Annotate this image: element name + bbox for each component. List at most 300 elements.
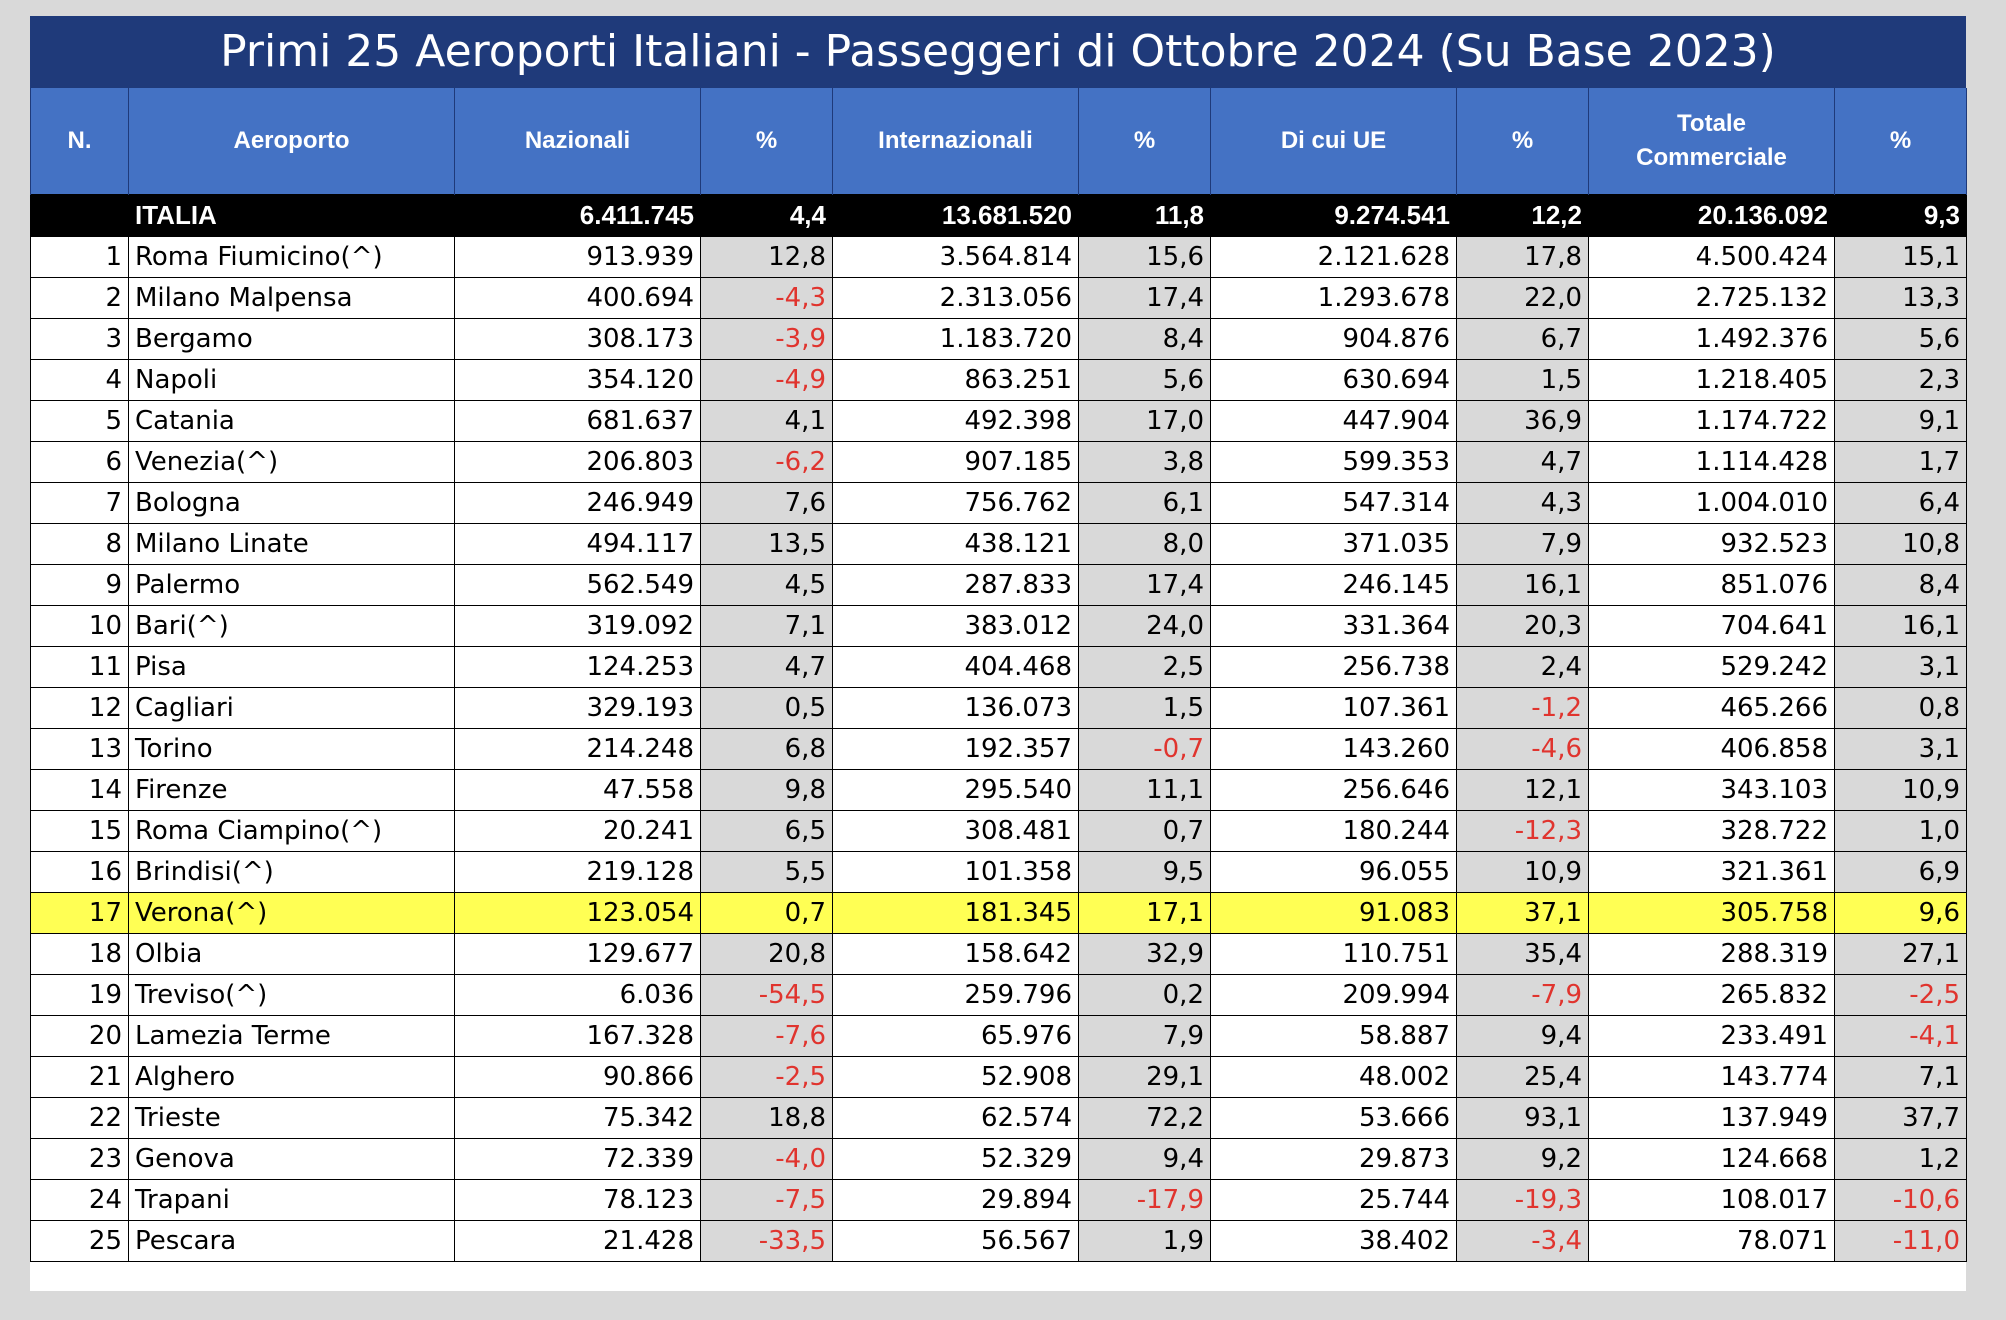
cell-airport-name: Venezia(^) xyxy=(129,442,455,483)
cell-pct-nazionali: 13,5 xyxy=(701,524,833,565)
cell-airport-name: Trapani xyxy=(129,1180,455,1221)
cell-airport-name: Trieste xyxy=(129,1098,455,1139)
cell-airport-name: Firenze xyxy=(129,770,455,811)
cell-internazionali: 136.073 xyxy=(833,688,1079,729)
cell-ue: 107.361 xyxy=(1211,688,1457,729)
cell-nazionali: 78.123 xyxy=(455,1180,701,1221)
table-row xyxy=(31,975,1967,1016)
header-totale-commerciale xyxy=(1589,88,1835,195)
header-totale-line1: Totale xyxy=(1677,110,1746,137)
cell-totale: 2.725.132 xyxy=(1589,278,1835,319)
cell-pct-nazionali: 0,7 xyxy=(701,893,833,934)
cell-internazionali: 756.762 xyxy=(833,483,1079,524)
cell-pct-totale: -11,0 xyxy=(1835,1221,1967,1262)
cell-internazionali: 181.345 xyxy=(833,893,1079,934)
header-n: N. xyxy=(31,88,129,195)
cell-pct-ue: -19,3 xyxy=(1457,1180,1589,1221)
cell-airport-name: Genova xyxy=(129,1139,455,1180)
table-row xyxy=(31,1057,1967,1098)
cell-internazionali: 383.012 xyxy=(833,606,1079,647)
cell-internazionali: 308.481 xyxy=(833,811,1079,852)
header-pct-totale: % xyxy=(1835,88,1967,195)
cell-pct-ue: 10,9 xyxy=(1457,852,1589,893)
table-row xyxy=(31,442,1967,483)
cell-pct-internazionali: 0,2 xyxy=(1079,975,1211,1016)
cell-nazionali: 21.428 xyxy=(455,1221,701,1262)
total-n xyxy=(31,195,129,237)
cell-nazionali: 90.866 xyxy=(455,1057,701,1098)
cell-totale: 465.266 xyxy=(1589,688,1835,729)
cell-nazionali: 246.949 xyxy=(455,483,701,524)
table-row xyxy=(31,237,1967,278)
cell-pct-totale: 6,9 xyxy=(1835,852,1967,893)
cell-internazionali: 295.540 xyxy=(833,770,1079,811)
cell-pct-totale: 10,9 xyxy=(1835,770,1967,811)
cell-airport-name: Palermo xyxy=(129,565,455,606)
cell-totale: 78.071 xyxy=(1589,1221,1835,1262)
cell-pct-internazionali: 6,1 xyxy=(1079,483,1211,524)
cell-ue: 256.738 xyxy=(1211,647,1457,688)
header-aeroporto: Aeroporto xyxy=(129,88,455,195)
cell-airport-name: Alghero xyxy=(129,1057,455,1098)
cell-pct-ue: -1,2 xyxy=(1457,688,1589,729)
cell-ue: 58.887 xyxy=(1211,1016,1457,1057)
cell-pct-internazionali: 1,9 xyxy=(1079,1221,1211,1262)
cell-pct-ue: 6,7 xyxy=(1457,319,1589,360)
cell-pct-internazionali: 11,1 xyxy=(1079,770,1211,811)
cell-pct-nazionali: 0,5 xyxy=(701,688,833,729)
cell-pct-internazionali: 29,1 xyxy=(1079,1057,1211,1098)
cell-pct-totale: 13,3 xyxy=(1835,278,1967,319)
total-pct-nazionali: 4,4 xyxy=(701,195,833,237)
cell-pct-nazionali: -7,6 xyxy=(701,1016,833,1057)
cell-internazionali: 287.833 xyxy=(833,565,1079,606)
cell-pct-internazionali: 2,5 xyxy=(1079,647,1211,688)
table-row xyxy=(31,278,1967,319)
cell-rank: 24 xyxy=(31,1180,129,1221)
cell-ue: 904.876 xyxy=(1211,319,1457,360)
cell-rank: 20 xyxy=(31,1016,129,1057)
cell-pct-ue: 2,4 xyxy=(1457,647,1589,688)
cell-ue: 91.083 xyxy=(1211,893,1457,934)
cell-pct-ue: 9,2 xyxy=(1457,1139,1589,1180)
cell-pct-ue: 16,1 xyxy=(1457,565,1589,606)
cell-pct-totale: 8,4 xyxy=(1835,565,1967,606)
table-row xyxy=(31,893,1967,934)
cell-airport-name: Lamezia Terme xyxy=(129,1016,455,1057)
cell-airport-name: Verona(^) xyxy=(129,893,455,934)
table-row xyxy=(31,811,1967,852)
cell-pct-ue: 1,5 xyxy=(1457,360,1589,401)
cell-airport-name: Roma Ciampino(^) xyxy=(129,811,455,852)
cell-pct-internazionali: 17,4 xyxy=(1079,565,1211,606)
cell-pct-nazionali: 9,8 xyxy=(701,770,833,811)
cell-pct-internazionali: -17,9 xyxy=(1079,1180,1211,1221)
cell-totale: 529.242 xyxy=(1589,647,1835,688)
cell-pct-ue: -4,6 xyxy=(1457,729,1589,770)
cell-internazionali: 52.908 xyxy=(833,1057,1079,1098)
cell-ue: 630.694 xyxy=(1211,360,1457,401)
cell-totale: 406.858 xyxy=(1589,729,1835,770)
total-pct-ue: 12,2 xyxy=(1457,195,1589,237)
cell-ue: 25.744 xyxy=(1211,1180,1457,1221)
cell-pct-ue: 7,9 xyxy=(1457,524,1589,565)
cell-airport-name: Treviso(^) xyxy=(129,975,455,1016)
cell-pct-totale: 1,0 xyxy=(1835,811,1967,852)
header-internazionali: Internazionali xyxy=(833,88,1079,195)
cell-airport-name: Brindisi(^) xyxy=(129,852,455,893)
cell-rank: 14 xyxy=(31,770,129,811)
cell-pct-internazionali: 0,7 xyxy=(1079,811,1211,852)
cell-pct-ue: 35,4 xyxy=(1457,934,1589,975)
cell-internazionali: 65.976 xyxy=(833,1016,1079,1057)
cell-pct-internazionali: 8,0 xyxy=(1079,524,1211,565)
header-pct-nazionali: % xyxy=(701,88,833,195)
cell-pct-nazionali: -4,3 xyxy=(701,278,833,319)
cell-pct-nazionali: 18,8 xyxy=(701,1098,833,1139)
cell-ue: 447.904 xyxy=(1211,401,1457,442)
cell-airport-name: Catania xyxy=(129,401,455,442)
cell-totale: 137.949 xyxy=(1589,1098,1835,1139)
header-pct-ue: % xyxy=(1457,88,1589,195)
cell-pct-internazionali: 3,8 xyxy=(1079,442,1211,483)
cell-pct-nazionali: 4,1 xyxy=(701,401,833,442)
cell-pct-totale: 6,4 xyxy=(1835,483,1967,524)
cell-totale: 1.218.405 xyxy=(1589,360,1835,401)
cell-nazionali: 6.036 xyxy=(455,975,701,1016)
cell-airport-name: Napoli xyxy=(129,360,455,401)
cell-totale: 851.076 xyxy=(1589,565,1835,606)
cell-internazionali: 3.564.814 xyxy=(833,237,1079,278)
cell-ue: 599.353 xyxy=(1211,442,1457,483)
cell-pct-ue: -3,4 xyxy=(1457,1221,1589,1262)
cell-totale: 343.103 xyxy=(1589,770,1835,811)
table-row xyxy=(31,729,1967,770)
total-nazionali: 6.411.745 xyxy=(455,195,701,237)
cell-airport-name: Bergamo xyxy=(129,319,455,360)
cell-rank: 18 xyxy=(31,934,129,975)
cell-pct-ue: 12,1 xyxy=(1457,770,1589,811)
cell-ue: 2.121.628 xyxy=(1211,237,1457,278)
cell-nazionali: 167.328 xyxy=(455,1016,701,1057)
cell-pct-nazionali: 4,5 xyxy=(701,565,833,606)
cell-nazionali: 214.248 xyxy=(455,729,701,770)
cell-nazionali: 219.128 xyxy=(455,852,701,893)
cell-pct-nazionali: -4,9 xyxy=(701,360,833,401)
cell-totale: 328.722 xyxy=(1589,811,1835,852)
cell-ue: 110.751 xyxy=(1211,934,1457,975)
cell-pct-nazionali: -7,5 xyxy=(701,1180,833,1221)
table-row xyxy=(31,647,1967,688)
cell-pct-internazionali: 7,9 xyxy=(1079,1016,1211,1057)
cell-totale: 288.319 xyxy=(1589,934,1835,975)
cell-pct-nazionali: 7,6 xyxy=(701,483,833,524)
header-totale-line2: Commerciale xyxy=(1636,144,1787,171)
cell-pct-totale: 37,7 xyxy=(1835,1098,1967,1139)
cell-pct-internazionali: 24,0 xyxy=(1079,606,1211,647)
cell-totale: 4.500.424 xyxy=(1589,237,1835,278)
cell-totale: 233.491 xyxy=(1589,1016,1835,1057)
cell-pct-totale: 1,7 xyxy=(1835,442,1967,483)
cell-internazionali: 192.357 xyxy=(833,729,1079,770)
table-row xyxy=(31,1180,1967,1221)
cell-nazionali: 75.342 xyxy=(455,1098,701,1139)
table-row xyxy=(31,360,1967,401)
cell-internazionali: 158.642 xyxy=(833,934,1079,975)
cell-pct-internazionali: 5,6 xyxy=(1079,360,1211,401)
cell-ue: 1.293.678 xyxy=(1211,278,1457,319)
cell-pct-totale: 16,1 xyxy=(1835,606,1967,647)
report-sheet xyxy=(30,16,1966,1291)
table-row xyxy=(31,483,1967,524)
cell-rank: 17 xyxy=(31,893,129,934)
cell-totale: 265.832 xyxy=(1589,975,1835,1016)
table-row xyxy=(31,524,1967,565)
cell-nazionali: 308.173 xyxy=(455,319,701,360)
cell-airport-name: Torino xyxy=(129,729,455,770)
cell-totale: 1.174.722 xyxy=(1589,401,1835,442)
total-internazionali: 13.681.520 xyxy=(833,195,1079,237)
cell-internazionali: 404.468 xyxy=(833,647,1079,688)
cell-pct-totale: 3,1 xyxy=(1835,729,1967,770)
cell-rank: 25 xyxy=(31,1221,129,1262)
cell-pct-ue: -12,3 xyxy=(1457,811,1589,852)
cell-rank: 3 xyxy=(31,319,129,360)
cell-internazionali: 1.183.720 xyxy=(833,319,1079,360)
cell-pct-internazionali: 9,5 xyxy=(1079,852,1211,893)
cell-rank: 15 xyxy=(31,811,129,852)
table-row xyxy=(31,606,1967,647)
cell-internazionali: 101.358 xyxy=(833,852,1079,893)
cell-ue: 209.994 xyxy=(1211,975,1457,1016)
table-row xyxy=(31,770,1967,811)
cell-pct-internazionali: 17,4 xyxy=(1079,278,1211,319)
cell-pct-totale: -10,6 xyxy=(1835,1180,1967,1221)
cell-ue: 331.364 xyxy=(1211,606,1457,647)
cell-pct-ue: 37,1 xyxy=(1457,893,1589,934)
cell-airport-name: Pescara xyxy=(129,1221,455,1262)
cell-rank: 12 xyxy=(31,688,129,729)
cell-ue: 53.666 xyxy=(1211,1098,1457,1139)
table-row xyxy=(31,1139,1967,1180)
cell-pct-internazionali: 15,6 xyxy=(1079,237,1211,278)
cell-airport-name: Milano Linate xyxy=(129,524,455,565)
cell-nazionali: 329.193 xyxy=(455,688,701,729)
cell-internazionali: 29.894 xyxy=(833,1180,1079,1221)
table-body xyxy=(31,195,1967,1262)
cell-pct-totale: 9,1 xyxy=(1835,401,1967,442)
cell-pct-ue: 20,3 xyxy=(1457,606,1589,647)
cell-pct-ue: 4,3 xyxy=(1457,483,1589,524)
cell-pct-totale: 15,1 xyxy=(1835,237,1967,278)
table-row xyxy=(31,565,1967,606)
cell-pct-nazionali: 20,8 xyxy=(701,934,833,975)
cell-rank: 4 xyxy=(31,360,129,401)
cell-nazionali: 681.637 xyxy=(455,401,701,442)
cell-rank: 7 xyxy=(31,483,129,524)
cell-nazionali: 494.117 xyxy=(455,524,701,565)
cell-pct-nazionali: 5,5 xyxy=(701,852,833,893)
table-row xyxy=(31,688,1967,729)
cell-pct-ue: 36,9 xyxy=(1457,401,1589,442)
table-row xyxy=(31,1221,1967,1262)
cell-ue: 246.145 xyxy=(1211,565,1457,606)
cell-internazionali: 492.398 xyxy=(833,401,1079,442)
cell-pct-totale: 1,2 xyxy=(1835,1139,1967,1180)
cell-airport-name: Olbia xyxy=(129,934,455,975)
cell-pct-totale: -2,5 xyxy=(1835,975,1967,1016)
table-row xyxy=(31,934,1967,975)
cell-pct-internazionali: 72,2 xyxy=(1079,1098,1211,1139)
cell-totale: 143.774 xyxy=(1589,1057,1835,1098)
total-row xyxy=(31,195,1967,237)
cell-internazionali: 907.185 xyxy=(833,442,1079,483)
cell-nazionali: 400.694 xyxy=(455,278,701,319)
cell-pct-totale: 0,8 xyxy=(1835,688,1967,729)
cell-pct-nazionali: -3,9 xyxy=(701,319,833,360)
cell-rank: 8 xyxy=(31,524,129,565)
cell-internazionali: 438.121 xyxy=(833,524,1079,565)
cell-pct-totale: 9,6 xyxy=(1835,893,1967,934)
cell-rank: 19 xyxy=(31,975,129,1016)
cell-pct-ue: 22,0 xyxy=(1457,278,1589,319)
header-di-cui-ue: Di cui UE xyxy=(1211,88,1457,195)
cell-airport-name: Roma Fiumicino(^) xyxy=(129,237,455,278)
total-pct-internazionali: 11,8 xyxy=(1079,195,1211,237)
total-totale: 20.136.092 xyxy=(1589,195,1835,237)
cell-rank: 10 xyxy=(31,606,129,647)
cell-nazionali: 354.120 xyxy=(455,360,701,401)
cell-pct-ue: 25,4 xyxy=(1457,1057,1589,1098)
cell-pct-nazionali: 4,7 xyxy=(701,647,833,688)
cell-pct-nazionali: -33,5 xyxy=(701,1221,833,1262)
cell-pct-nazionali: 12,8 xyxy=(701,237,833,278)
cell-rank: 23 xyxy=(31,1139,129,1180)
table-row xyxy=(31,1098,1967,1139)
cell-pct-internazionali: 9,4 xyxy=(1079,1139,1211,1180)
cell-ue: 143.260 xyxy=(1211,729,1457,770)
cell-pct-internazionali: 8,4 xyxy=(1079,319,1211,360)
cell-rank: 21 xyxy=(31,1057,129,1098)
cell-totale: 321.361 xyxy=(1589,852,1835,893)
cell-ue: 371.035 xyxy=(1211,524,1457,565)
cell-nazionali: 129.677 xyxy=(455,934,701,975)
cell-pct-ue: 93,1 xyxy=(1457,1098,1589,1139)
cell-totale: 1.492.376 xyxy=(1589,319,1835,360)
cell-totale: 124.668 xyxy=(1589,1139,1835,1180)
cell-airport-name: Milano Malpensa xyxy=(129,278,455,319)
cell-ue: 38.402 xyxy=(1211,1221,1457,1262)
cell-rank: 6 xyxy=(31,442,129,483)
cell-nazionali: 47.558 xyxy=(455,770,701,811)
report-title: Primi 25 Aeroporti Italiani - Passeggeri di Ottobre 2024 (Su Base 2023) xyxy=(30,16,1966,88)
header-nazionali: Nazionali xyxy=(455,88,701,195)
cell-totale: 1.004.010 xyxy=(1589,483,1835,524)
cell-pct-internazionali: 17,0 xyxy=(1079,401,1211,442)
cell-nazionali: 913.939 xyxy=(455,237,701,278)
table-row xyxy=(31,1016,1967,1057)
table-row xyxy=(31,401,1967,442)
cell-ue: 48.002 xyxy=(1211,1057,1457,1098)
cell-ue: 29.873 xyxy=(1211,1139,1457,1180)
cell-ue: 256.646 xyxy=(1211,770,1457,811)
cell-rank: 9 xyxy=(31,565,129,606)
cell-internazionali: 56.567 xyxy=(833,1221,1079,1262)
cell-pct-nazionali: -4,0 xyxy=(701,1139,833,1180)
cell-nazionali: 124.253 xyxy=(455,647,701,688)
cell-nazionali: 20.241 xyxy=(455,811,701,852)
cell-nazionali: 206.803 xyxy=(455,442,701,483)
cell-pct-ue: -7,9 xyxy=(1457,975,1589,1016)
cell-pct-ue: 4,7 xyxy=(1457,442,1589,483)
cell-rank: 16 xyxy=(31,852,129,893)
cell-nazionali: 319.092 xyxy=(455,606,701,647)
cell-airport-name: Bologna xyxy=(129,483,455,524)
cell-pct-totale: 5,6 xyxy=(1835,319,1967,360)
cell-pct-totale: 27,1 xyxy=(1835,934,1967,975)
cell-airport-name: Pisa xyxy=(129,647,455,688)
cell-internazionali: 2.313.056 xyxy=(833,278,1079,319)
cell-totale: 704.641 xyxy=(1589,606,1835,647)
cell-pct-nazionali: -54,5 xyxy=(701,975,833,1016)
cell-internazionali: 52.329 xyxy=(833,1139,1079,1180)
cell-internazionali: 62.574 xyxy=(833,1098,1079,1139)
cell-pct-internazionali: 32,9 xyxy=(1079,934,1211,975)
cell-totale: 108.017 xyxy=(1589,1180,1835,1221)
cell-rank: 13 xyxy=(31,729,129,770)
table-row xyxy=(31,319,1967,360)
cell-internazionali: 863.251 xyxy=(833,360,1079,401)
header-pct-internazionali: % xyxy=(1079,88,1211,195)
total-ue: 9.274.541 xyxy=(1211,195,1457,237)
cell-totale: 1.114.428 xyxy=(1589,442,1835,483)
cell-internazionali: 259.796 xyxy=(833,975,1079,1016)
table-row xyxy=(31,852,1967,893)
cell-pct-nazionali: -2,5 xyxy=(701,1057,833,1098)
total-name: ITALIA xyxy=(129,195,455,237)
cell-pct-internazionali: 17,1 xyxy=(1079,893,1211,934)
cell-nazionali: 72.339 xyxy=(455,1139,701,1180)
cell-nazionali: 123.054 xyxy=(455,893,701,934)
cell-ue: 96.055 xyxy=(1211,852,1457,893)
cell-totale: 305.758 xyxy=(1589,893,1835,934)
cell-ue: 547.314 xyxy=(1211,483,1457,524)
cell-airport-name: Cagliari xyxy=(129,688,455,729)
cell-ue: 180.244 xyxy=(1211,811,1457,852)
cell-pct-ue: 17,8 xyxy=(1457,237,1589,278)
cell-pct-ue: 9,4 xyxy=(1457,1016,1589,1057)
cell-rank: 2 xyxy=(31,278,129,319)
cell-airport-name: Bari(^) xyxy=(129,606,455,647)
cell-pct-totale: 10,8 xyxy=(1835,524,1967,565)
cell-pct-totale: 7,1 xyxy=(1835,1057,1967,1098)
cell-pct-nazionali: 7,1 xyxy=(701,606,833,647)
cell-pct-internazionali: -0,7 xyxy=(1079,729,1211,770)
cell-pct-totale: 2,3 xyxy=(1835,360,1967,401)
cell-rank: 5 xyxy=(31,401,129,442)
cell-pct-nazionali: -6,2 xyxy=(701,442,833,483)
cell-pct-nazionali: 6,8 xyxy=(701,729,833,770)
total-pct-totale: 9,3 xyxy=(1835,195,1967,237)
cell-pct-internazionali: 1,5 xyxy=(1079,688,1211,729)
cell-pct-totale: -4,1 xyxy=(1835,1016,1967,1057)
airports-table xyxy=(30,88,1967,1262)
cell-totale: 932.523 xyxy=(1589,524,1835,565)
cell-nazionali: 562.549 xyxy=(455,565,701,606)
header-row xyxy=(31,88,1967,195)
cell-pct-nazionali: 6,5 xyxy=(701,811,833,852)
cell-rank: 11 xyxy=(31,647,129,688)
